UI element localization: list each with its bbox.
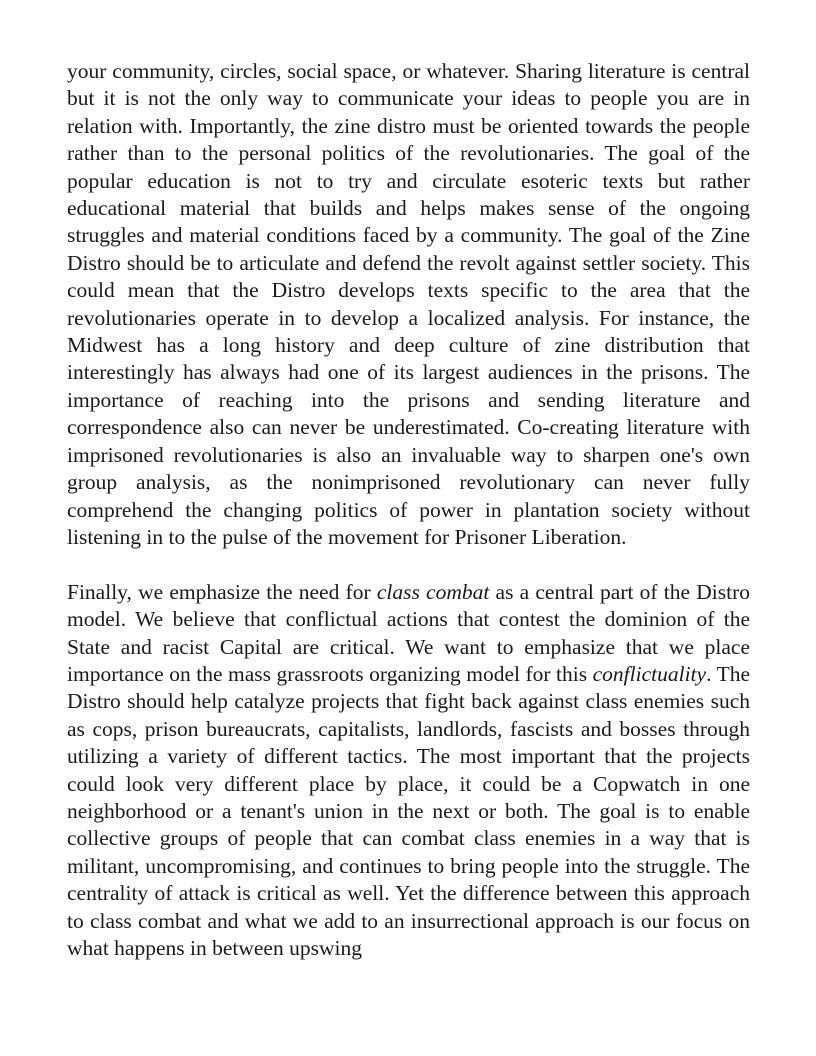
paragraph-text: . The Distro should help catalyze projects that fight back against class enemies such as cops, prison bureaucrats, capitalists, landlords, fascists and bosses through utilizing a variety of different tactics. The most important that the projects could look very different place by place, it could be a Copwatch in one neighborhood or a tenant's union in the next or both. The goal is to enable collective groups of people that can combat class enemies in a way that is militant, uncompromising, and continues to bring people into the struggle. The centrality of attack is critical as well. Yet the difference between this approach to class combat and what we add to an insurrectional approach is our focus on what happens in between upswing bbox=[67, 661, 750, 960]
paragraph-text: your community, circles, social space, or whatever. Sharing literature is central but it is not the only way to communicate your ideas to people you are in relation with. Importantly, the zine distro must be oriented towards the people rather than to the personal politics of the revolutionaries. The goal of the popular education is not to try and circulate esoteric texts but rather educational material that builds and helps makes sense of the ongoing struggles and material conditions faced by a community. The goal of the Zine Distro should be to articulate and defend the revolt against settler society. This could mean that the Distro develops texts specific to the area that the revolutionaries operate in to develop a localized analysis. For instance, the Midwest has a long history and deep culture of zine distribution that interestingly has always had one of its largest audiences in the prisons. The importance of reaching into the prisons and sending literature and correspondence also can never be underestimated. Co-creating literature with imprisoned revolutionaries is also an invaluable way to sharpen one's own group analysis, as the nonimprisoned revolutionary can never fully comprehend the changing politics of power in plantation society without listening in to the pulse of the movement for Prisoner Liberation. bbox=[67, 59, 750, 549]
paragraph-class-combat bbox=[67, 579, 750, 963]
emphasis-class-combat: class combat bbox=[376, 579, 490, 604]
emphasis-conflictuality: conflictuality bbox=[592, 661, 707, 686]
paragraph-text: Finally, we emphasize the need for bbox=[67, 579, 377, 604]
document-page bbox=[67, 58, 750, 962]
paragraph-text: as a central part of the Distro model. We believe that conflictual actions that contest the dominion of the State and racist Capital are critical. We want to emphasize that we place importance on the mass grassroots organizing model for this bbox=[67, 579, 751, 686]
paragraph-zine-distro bbox=[67, 58, 750, 551]
